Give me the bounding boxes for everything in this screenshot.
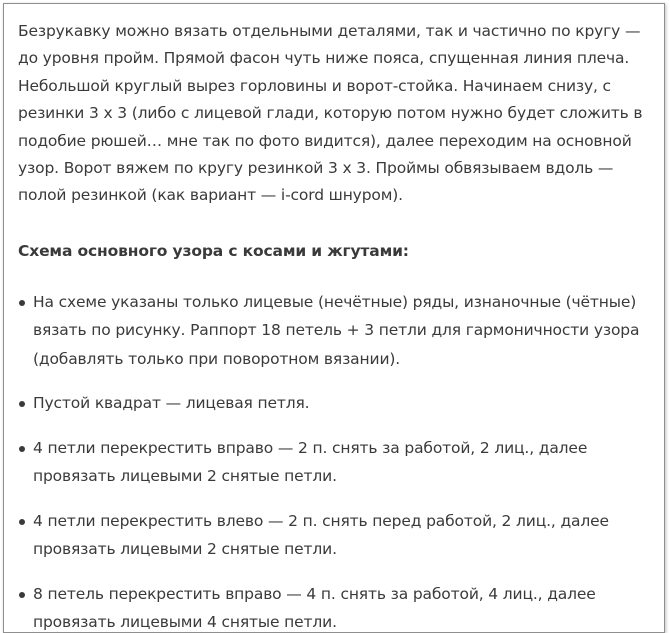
- list-item-text: На схеме указаны только лицевые (нечётные) ряды, изнаночные (чётные) вязать по рисунку. Раппорт 18 петель + 3 петли для гармоничности узора (добавлять только при поворотном вязании).: [33, 293, 640, 368]
- pattern-instructions-list: [18, 288, 658, 633]
- list-item-text: 4 петли перекрестить вправо — 2 п. снять за работой, 2 лиц., далее провязать лицевыми 2 снятые петли.: [33, 439, 588, 486]
- list-item-text: 8 петель перекрестить вправо — 4 п. снять за работой, 4 лиц., далее провязать лицевыми 4 снятые петли.: [33, 585, 596, 632]
- list-item: [18, 288, 658, 373]
- bullet-icon: [19, 300, 25, 306]
- bullet-icon: [19, 519, 25, 525]
- list-item: [18, 580, 658, 633]
- intro-paragraph: Безрукавку можно вязать отдельными деталями, так и частично по кругу — до уровня пройм. Прямой фасон чуть ниже пояса, спущенная линия плеча. Небольшой круглый вырез горловины и ворот-стойка. Начинаем снизу, с резинки 3 х 3 (либо с лицевой глади, которую потом нужно будет сложить в подобие рюшей… мне так по фото видится), далее переходим на основной узор. Ворот вяжем по кругу резинкой 3 х 3. Проймы обвязываем вдоль — полой резинкой (как вариант — i-cord шнуром).: [18, 22, 643, 205]
- list-item: [18, 507, 658, 564]
- list-item: [18, 434, 658, 491]
- list-item: [18, 389, 658, 417]
- pattern-heading: Схема основного узора с косами и жгутами:: [18, 242, 409, 260]
- bullet-icon: [19, 592, 25, 598]
- bullet-icon: [19, 446, 25, 452]
- article-content: [18, 18, 658, 632]
- list-item-text: Пустой квадрат — лицевая петля.: [33, 394, 310, 413]
- list-item-text: 4 петли перекрестить влево — 2 п. снять перед работой, 2 лиц., далее провязать лицевыми 2 снятые петли.: [33, 512, 609, 559]
- article-frame: [3, 3, 665, 633]
- bullet-icon: [19, 401, 25, 407]
